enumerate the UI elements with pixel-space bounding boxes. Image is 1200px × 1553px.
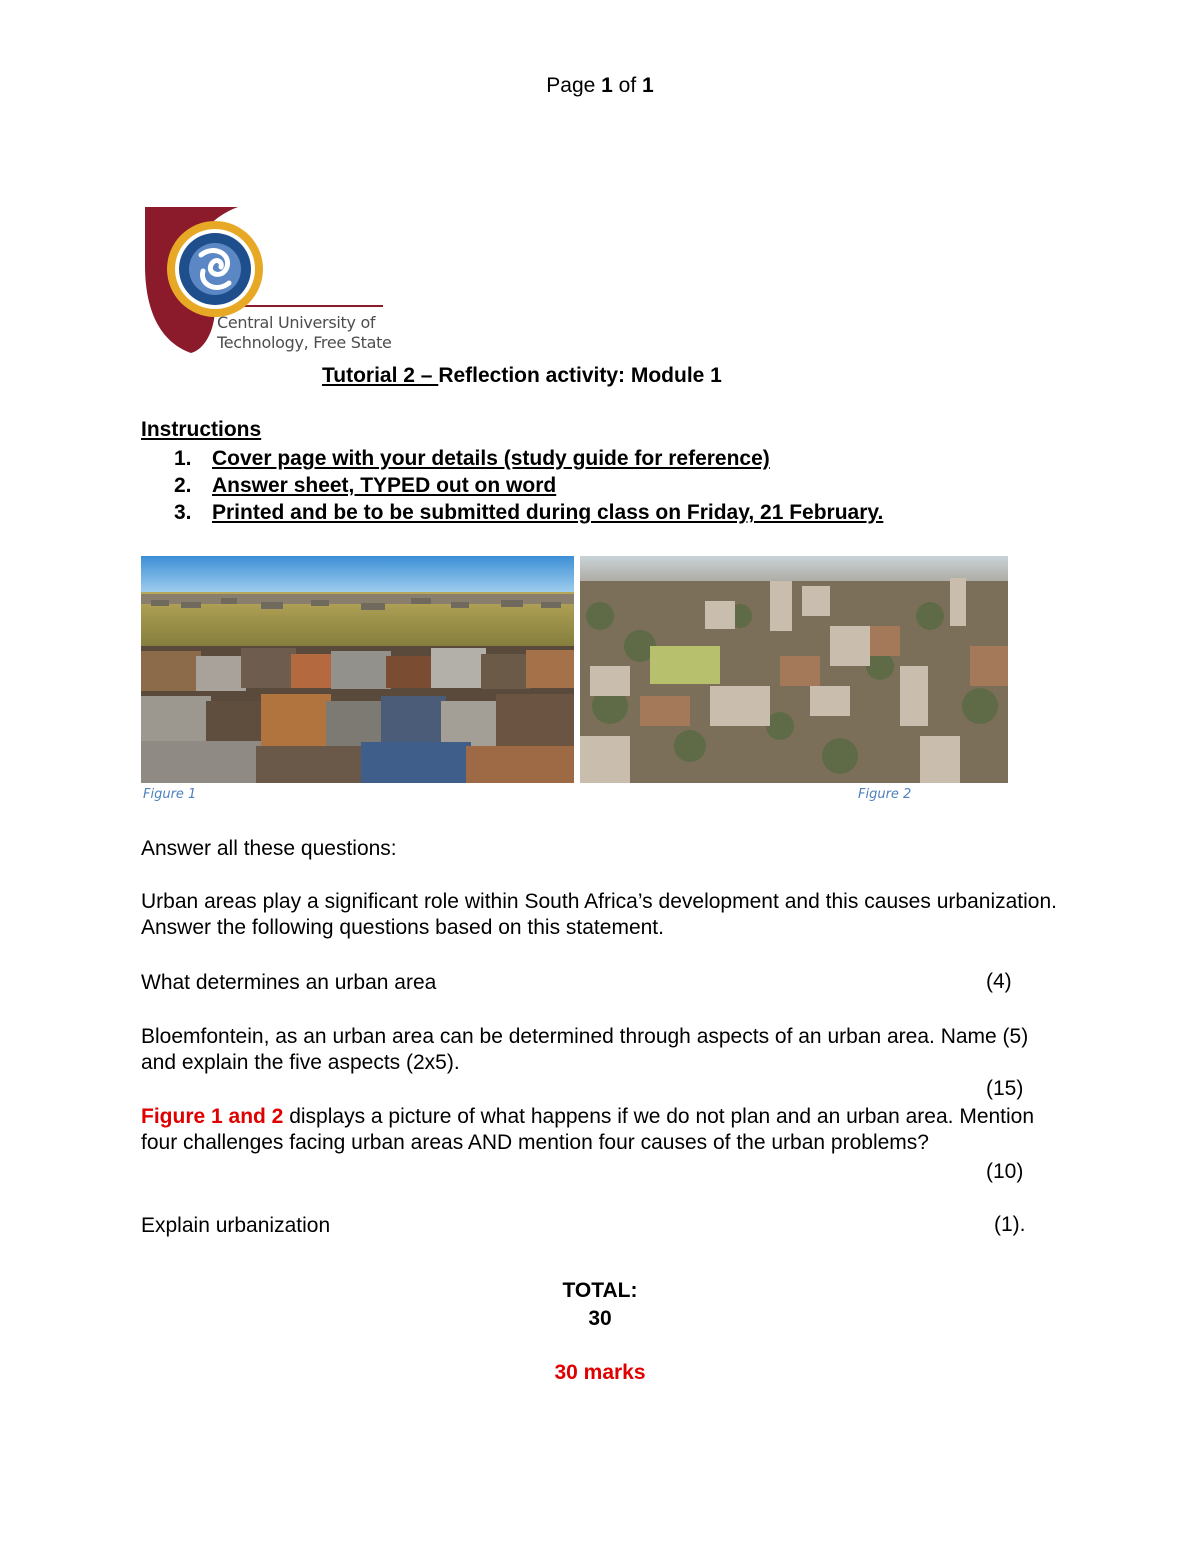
figure-1-caption: Figure 1	[143, 787, 197, 802]
question-3-highlight: Figure 1 and 2	[141, 1105, 284, 1128]
statement-paragraph: Urban areas play a significant role within South Africa’s development and this causes urbanization. Answer the following questions based on this statement.	[141, 890, 1057, 939]
question-2-marks: (15)	[986, 1077, 1024, 1100]
instructions-list	[141, 445, 883, 526]
question-3-text: displays a picture of what happens if we do not plan and an urban area. Mention four challenges facing urban areas AND mention four causes of the urban problems?	[141, 1105, 1035, 1154]
informal-settlement-photo	[141, 556, 574, 783]
question-2: Bloemfontein, as an urban area can be determined through aspects of an urban area. Name (5) and explain the five aspects (2x5).	[141, 1025, 1029, 1074]
question-3-marks: (10)	[986, 1160, 1024, 1183]
instruction-item: 2. Answer sheet, TYPED out on word	[174, 474, 557, 497]
logo-line-1: Central University of	[217, 313, 376, 332]
questions-intro: Answer all these questions:	[141, 837, 397, 860]
total-label: TOTAL:	[562, 1279, 638, 1302]
figure-2-caption: Figure 2	[858, 787, 912, 802]
question-1-marks: (4)	[986, 970, 1012, 993]
question-4-marks: (1).	[994, 1213, 1026, 1236]
total-value: 30	[588, 1307, 612, 1330]
question-3	[141, 1104, 1057, 1156]
logo-line-2: Technology, Free State	[217, 333, 392, 352]
title-rest: Reflection activity: Module 1	[438, 364, 722, 387]
question-1: What determines an urban area	[141, 971, 437, 994]
instructions-heading: Instructions	[141, 418, 262, 441]
instruction-item: 3. Printed and be to be submitted during class on Friday, 21 February.	[174, 501, 884, 524]
total-marks: 30 marks	[554, 1361, 646, 1384]
title-underlined: Tutorial 2 –	[322, 364, 439, 387]
university-logo	[143, 205, 392, 355]
document-title	[322, 364, 722, 388]
logo-text	[217, 313, 392, 353]
city-aerial-photo	[580, 556, 1008, 783]
instruction-item: 1. Cover page with your details (study guide for reference)	[174, 447, 770, 470]
question-4: Explain urbanization	[141, 1214, 331, 1237]
page-number: Page 1 of 1	[546, 74, 654, 97]
